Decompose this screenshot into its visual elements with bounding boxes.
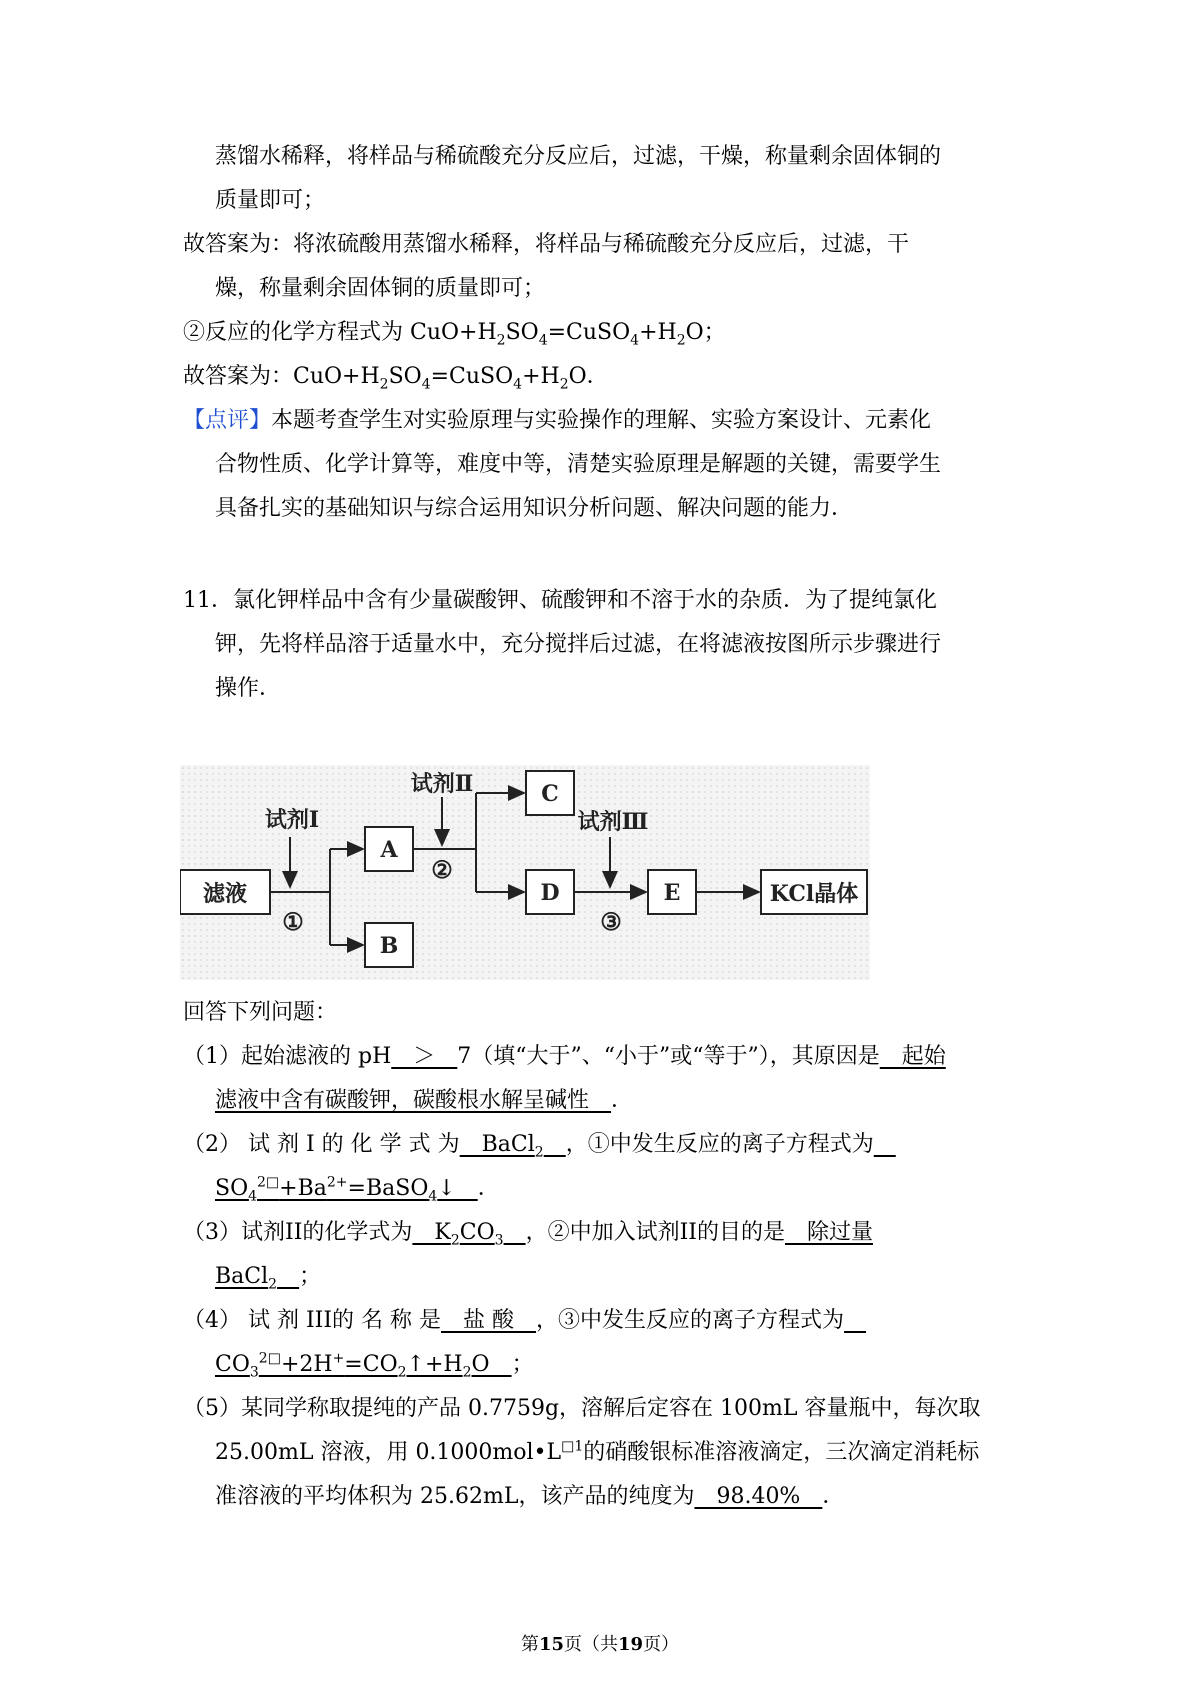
answer-1-line: （1）起始滤液的 pH ＞ 7（填“大于”、“小于”或“等于”），其原因是 起始 bbox=[183, 1044, 946, 1069]
answer-blank: 起始 bbox=[879, 1044, 946, 1069]
label-E: E bbox=[663, 880, 681, 906]
label-reagent3: 试剂Ⅲ bbox=[577, 809, 649, 835]
label-reagent1: 试剂Ⅰ bbox=[264, 807, 320, 833]
page-footer: 第15页（共19页） bbox=[520, 1634, 680, 1655]
answer-4-line: （4） 试 剂 III的 名 称 是 盐 酸 ，③中发生反应的离子方程式为 bbox=[183, 1308, 845, 1333]
flow-diagram-svg bbox=[180, 765, 870, 980]
text-line: 具备扎实的基础知识与综合运用知识分析问题、解决问题的能力． bbox=[215, 496, 854, 521]
text-line: 故答案为：将浓硫酸用蒸馏水稀释，将样品与稀硫酸充分反应后，过滤，干 bbox=[183, 232, 910, 257]
text-line: 质量即可； bbox=[215, 188, 326, 213]
answer-blank: $SO_4^{2□}+Ba^{2+}=BaSO_4↓$ bbox=[215, 1174, 478, 1205]
question-11-line: 11．氯化钾样品中含有少量碳酸钾、硫酸钾和不溶于水的杂质．为了提纯氯化 bbox=[183, 588, 937, 613]
flow-diagram bbox=[180, 765, 870, 980]
answers-intro: 回答下列问题： bbox=[183, 1000, 338, 1025]
answer-blank: ＞ bbox=[391, 1044, 458, 1069]
answer-blank: $K_2CO_3$ bbox=[412, 1220, 504, 1249]
answer-blank: $CO_3^{2□}+2H^+=CO_2↑+H_2O$ bbox=[215, 1350, 512, 1381]
answer-blank: 98.40% bbox=[694, 1484, 823, 1509]
answer-1-line-2: 滤液中含有碳酸钾，碳酸根水解呈碱性 ． bbox=[215, 1088, 634, 1113]
label-step3: ③ bbox=[600, 907, 622, 936]
answer-blank: BaCl$_2$ bbox=[459, 1132, 544, 1161]
label-reagent2: 试剂Ⅱ bbox=[410, 771, 474, 797]
answer-blank: 除过量 bbox=[784, 1220, 873, 1245]
answer-4-line-2: $CO_3^{2□}+2H^+=CO_2↑+H_2O$ ； bbox=[215, 1350, 534, 1381]
answer-blank: BaCl$_2$ bbox=[215, 1264, 278, 1293]
text-line: 合物性质、化学计算等，难度中等，清楚实验原理是解题的关键，需要学生 bbox=[215, 452, 942, 477]
label-product: KCl晶体 bbox=[769, 881, 859, 907]
review-tag: 【点评】 bbox=[183, 408, 272, 433]
answer-2-line-2: $SO_4^{2□}+Ba^{2+}=BaSO_4↓$ ． bbox=[215, 1174, 500, 1205]
answer-5-line-3: 准溶液的平均体积为 25.62mL，该产品的纯度为 98.40% ． bbox=[215, 1484, 845, 1509]
review-line: 【点评】本题考查学生对实验原理与实验操作的理解、实验方案设计、元素化 bbox=[183, 408, 932, 433]
page-number: 15 bbox=[538, 1634, 564, 1655]
answer-5-line: （5）某同学称取提纯的产品 0.7759g，溶解后定容在 100mL 容量瓶中，每次取 bbox=[183, 1396, 981, 1421]
label-C: C bbox=[541, 781, 559, 807]
label-D: D bbox=[540, 880, 560, 906]
answer-3-line-2: BaCl$_2$ ； bbox=[215, 1264, 322, 1293]
label-A: A bbox=[380, 837, 398, 863]
text-line: 蒸馏水稀释，将样品与稀硫酸充分反应后，过滤，干燥，称量剩余固体铜的 bbox=[215, 144, 942, 169]
text-line: 燥，称量剩余固体铜的质量即可； bbox=[215, 276, 546, 301]
answer-blank: 盐 酸 bbox=[441, 1308, 537, 1333]
equation-answer-line: 故答案为：$CuO+H_2SO_4=CuSO_4+H_2O$． bbox=[183, 364, 609, 393]
label-filtrate: 滤液 bbox=[202, 881, 248, 907]
answer-3-line: （3）试剂II的化学式为 $K_2CO_3$ ，②中加入试剂II的目的是 除过量 bbox=[183, 1220, 873, 1249]
text-line: 操作． bbox=[215, 676, 282, 701]
total-pages: 19 bbox=[618, 1634, 644, 1655]
label-step2: ② bbox=[431, 855, 453, 884]
label-step1: ① bbox=[282, 907, 304, 936]
answer-5-line-2: 25.00mL 溶液，用 $0.1000mol•L^{□1}$的硝酸银标准溶液滴定，三次滴定消耗标 bbox=[215, 1438, 980, 1465]
text-line: 钾，先将样品溶于适量水中，充分搅拌后过滤，在将滤液按图所示步骤进行 bbox=[215, 632, 942, 657]
label-B: B bbox=[379, 933, 399, 959]
answer-blank: 滤液中含有碳酸钾，碳酸根水解呈碱性 bbox=[215, 1088, 612, 1113]
answer-2-line: （2） 试 剂 I 的 化 学 式 为 BaCl$_2$ ，①中发生反应的离子方程式为 bbox=[183, 1132, 874, 1161]
equation-line: ②反应的化学方程式为 $CuO+H_2SO_4=CuSO_4+H_2O$； bbox=[183, 320, 726, 349]
